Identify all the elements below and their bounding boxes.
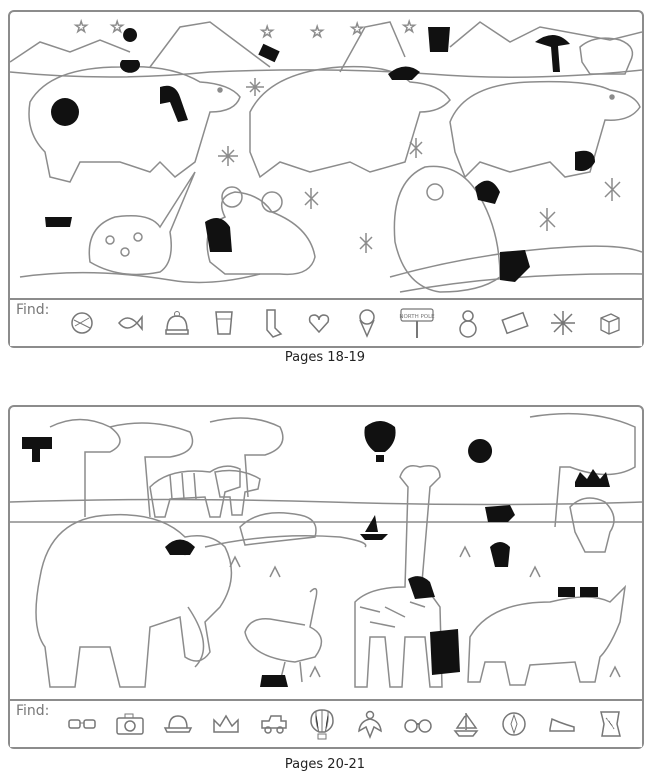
ornament-icon bbox=[468, 439, 492, 463]
sunglasses-icon bbox=[67, 708, 97, 740]
pith-helmet-icon bbox=[165, 540, 195, 556]
crown-icon bbox=[575, 469, 610, 487]
hat-icon bbox=[45, 217, 72, 227]
sign-text: NORTH POLE bbox=[399, 314, 435, 320]
svg-text:☆: ☆ bbox=[110, 17, 125, 36]
map-icon bbox=[430, 629, 460, 675]
scarf-icon bbox=[160, 86, 188, 122]
star-icon: ☆ bbox=[74, 17, 89, 36]
binoculars-icon bbox=[408, 576, 435, 599]
svg-text:☆: ☆ bbox=[350, 19, 365, 38]
compass-icon bbox=[499, 708, 529, 740]
glass-icon bbox=[209, 307, 239, 339]
heart-icon bbox=[304, 307, 334, 339]
glass-icon bbox=[428, 27, 450, 52]
find-bar-2 bbox=[10, 699, 642, 747]
sailboat-icon bbox=[360, 515, 388, 540]
sneaker-icon bbox=[260, 675, 288, 687]
binoculars-icon bbox=[403, 708, 433, 740]
chocolate-bar-icon bbox=[500, 307, 530, 339]
snowflake-icon bbox=[548, 307, 578, 339]
knit-hat-icon bbox=[162, 307, 192, 339]
arctic-scene bbox=[10, 12, 642, 300]
map-icon bbox=[595, 708, 625, 740]
north-pole-sign-icon bbox=[399, 307, 435, 339]
camera-icon bbox=[115, 708, 145, 740]
book-icon bbox=[258, 44, 279, 62]
vulture-icon bbox=[490, 542, 510, 567]
page-caption: Pages 18-19 bbox=[284, 350, 366, 365]
pith-helmet-icon bbox=[163, 708, 193, 740]
jeep-icon bbox=[485, 505, 515, 522]
heart-icon bbox=[475, 181, 500, 204]
penguin-icon bbox=[205, 218, 232, 252]
snowflake-icon bbox=[246, 78, 264, 96]
ice-cream-cone-icon bbox=[352, 307, 382, 339]
page-caption: Pages 20-21 bbox=[284, 757, 366, 772]
sneaker-icon bbox=[547, 708, 577, 740]
snowman-icon bbox=[453, 307, 483, 339]
hot-air-balloon-icon bbox=[307, 708, 337, 740]
hidden-object-silhouettes bbox=[45, 27, 595, 282]
yarn-ball-icon bbox=[67, 307, 97, 339]
sock-icon bbox=[257, 307, 287, 339]
find-bar-1 bbox=[10, 298, 642, 346]
sailboat-icon bbox=[451, 708, 481, 740]
svg-text:☆: ☆ bbox=[310, 22, 325, 41]
svg-text:☆: ☆ bbox=[402, 17, 417, 36]
find-item-list bbox=[58, 701, 634, 747]
jeep-icon bbox=[259, 708, 289, 740]
savanna-scene bbox=[10, 407, 642, 699]
sunglasses-icon bbox=[558, 587, 598, 597]
puzzle-panel-2 bbox=[8, 405, 644, 749]
vulture-icon bbox=[355, 708, 385, 740]
ice-cube-icon bbox=[595, 307, 625, 339]
knit-hat-icon bbox=[388, 66, 420, 80]
yarn-ball-icon bbox=[51, 98, 79, 126]
hot-air-balloon-icon bbox=[364, 421, 395, 462]
svg-text:☆: ☆ bbox=[260, 22, 275, 41]
find-label: Find: bbox=[16, 703, 50, 719]
mitten-icon bbox=[575, 151, 595, 171]
mushroom-icon bbox=[535, 35, 570, 72]
fish-icon bbox=[114, 307, 144, 339]
find-label: Find: bbox=[16, 302, 50, 318]
camera-icon bbox=[22, 437, 52, 462]
find-item-list bbox=[58, 300, 634, 346]
puzzle-panel-1 bbox=[8, 10, 644, 348]
crown-icon bbox=[211, 708, 241, 740]
